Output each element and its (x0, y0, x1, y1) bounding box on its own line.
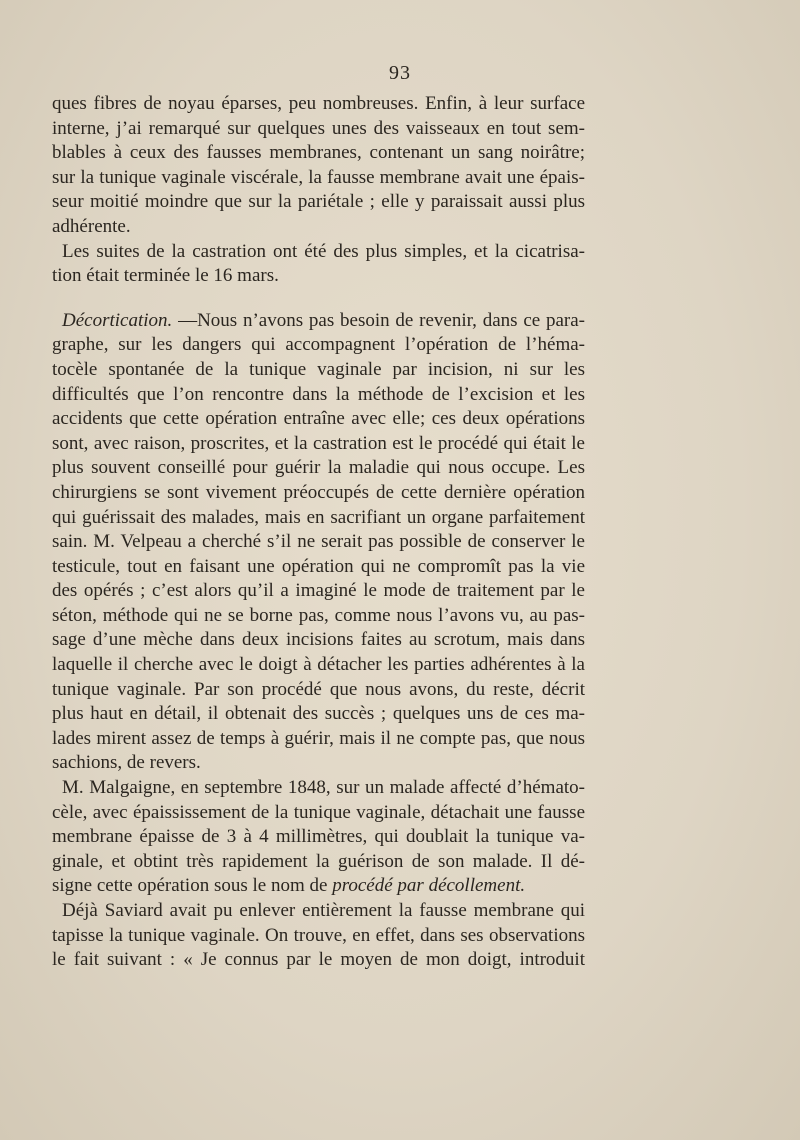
emphasized-term: procédé par décollement. (332, 875, 526, 897)
text-line: plus haut en détail, il obtenait des succès ; quelques uns de ces ma- (52, 703, 585, 725)
text-line: le fait suivant : « Je connus par le moyen de mon doigt, introduit (52, 949, 585, 971)
text-fragment: signe cette opération sous le nom de (52, 875, 333, 897)
text-line: tion était terminée le 16 mars. (52, 265, 279, 287)
text-line: M. Malgaigne, en septembre 1848, sur un malade affecté d’hémato- (62, 777, 585, 799)
text-line: ques fibres de noyau éparses, peu nombreuses. Enfin, à leur surface (52, 93, 585, 114)
text-line: sachions, de revers. (52, 752, 201, 774)
text-line: Les suites de la castration ont été des plus simples, et la cicatrisa- (62, 240, 585, 262)
text-line: plus souvent conseillé pour guérir la maladie qui nous occupe. Les (52, 457, 585, 479)
text-line: blables à ceux des fausses membranes, contenant un sang noirâtre; (52, 142, 585, 164)
text-line: difficultés que l’on rencontre dans la méthode de l’excision et les (52, 383, 585, 405)
text-line: séton, méthode qui ne se borne pas, comme nous l’avons vu, au pas- (52, 604, 585, 626)
text-line: interne, j’ai remarqué sur quelques unes des vaisseaux en tout sem- (52, 117, 585, 139)
text-line: adhérente. (52, 215, 131, 237)
text-line: membrane épaisse de 3 à 4 millimètres, qui doublait la tunique va- (52, 826, 585, 848)
text-line: lades mirent assez de temps à guérir, mais il ne compte pas, que nous (52, 727, 585, 749)
paragraph-1 (52, 92, 585, 240)
text-line: accidents que cette opération entraîne avec elle; ces deux opérations (52, 408, 585, 430)
text-line: testicule, tout en faisant une opération qui ne compromît pas la vie (52, 555, 585, 577)
paragraph-saviard (52, 899, 585, 973)
text-line: seur moitié moindre que sur la pariétale ; elle y paraissait aussi plus (52, 191, 585, 213)
text-line: sain. M. Velpeau a cherché s’il ne serait pas possible de conserver le (52, 531, 585, 553)
text-line: tapisse la tunique vaginale. On trouve, en effet, dans ses observations (52, 924, 585, 946)
text-line: chirurgiens se sont vivement préoccupés de cette dernière opération (52, 481, 585, 503)
body-text (52, 92, 585, 973)
paragraph-malgaigne (52, 776, 585, 899)
text-line: laquelle il cherche avec le doigt à détacher les parties adhérentes à la (52, 654, 585, 676)
text-line: qui guérissait des malades, mais en sacrifiant un organe parfaitement (52, 506, 585, 528)
text-line: tocèle spontanée de la tunique vaginale par incision, ni sur les (52, 358, 585, 380)
section-gap (52, 289, 585, 309)
text-line: graphe, sur les dangers qui accompagnent l’opération de l’héma- (52, 334, 585, 356)
page-number: 93 (389, 62, 411, 84)
text-line (52, 874, 585, 899)
text-line: tunique vaginale. Par son procédé que nous avons, du reste, décrit (52, 678, 585, 700)
text-line: sont, avec raison, proscrites, et la castration est le procédé qui était le (52, 432, 585, 454)
text-line: des opérés ; c’est alors qu’il a imaginé le mode de traitement par le (52, 580, 585, 602)
text-line: sage d’une mèche dans deux incisions faites au scrotum, mais dans (52, 629, 585, 651)
paragraph-decortication (52, 309, 585, 776)
section-heading: Décortication. (62, 309, 173, 331)
text-line: cèle, avec épaississement de la tunique vaginale, détachait une fausse (52, 801, 585, 823)
text-line: ginale, et obtint très rapidement la guérison de son malade. Il dé- (52, 850, 585, 872)
paragraph-2 (52, 240, 585, 289)
text-fragment: —Nous n’avons pas besoin de revenir, dans ce para- (172, 309, 585, 331)
text-line: Déjà Saviard avait pu enlever entièrement la fausse membrane qui (62, 900, 585, 921)
text-line: sur la tunique vaginale viscérale, la fausse membrane avait une épais- (52, 166, 585, 188)
text-line (52, 309, 585, 334)
